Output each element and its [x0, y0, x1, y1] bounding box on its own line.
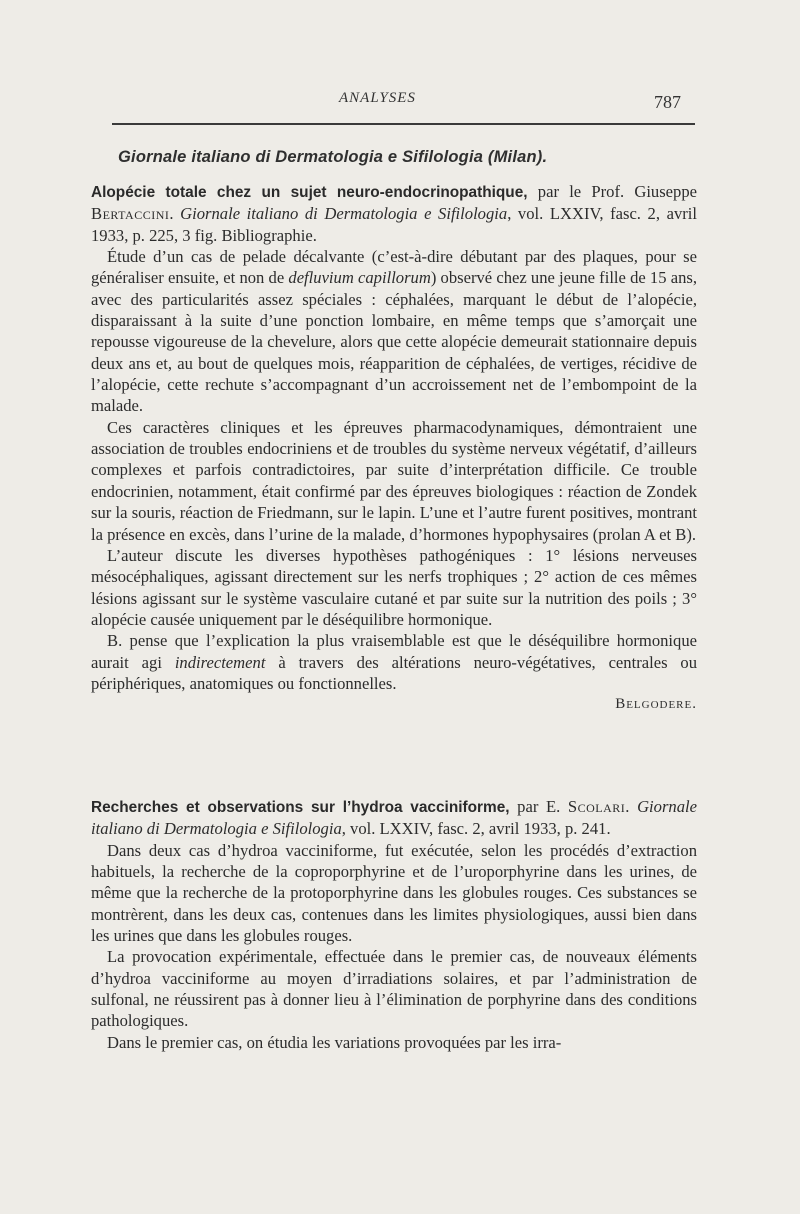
article-author: Scolari — [567, 797, 626, 816]
article-citation: , vol. LXXIV, fasc. 2, avril 1933, p. 241. — [341, 819, 611, 839]
article-by: par E. — [509, 797, 568, 816]
article-journal: Giornale italiano di Dermatologia e Sifilologia — [180, 204, 508, 224]
reviewer-signature: Belgodere. — [615, 696, 697, 713]
article-hydroa — [91, 796, 697, 1053]
journal-section-title: Giornale italiano di Dermatologia e Sifilologia (Milan). — [118, 148, 548, 166]
paragraph-text: ) observé chez une jeune fille de 15 ans, avec des particularités assez spéciales : céphalées, marquant le début de l’alopécie, disparaissant à la suite d’une ponction lombaire, en même temps que s’amorçait une repousse vigoureuse de la chevelure, alors que cette alopécie demeurait stationnaire depuis deux ans et, au bout de quelques mois, réapparition de céphalées, de vertiges, récidive de l’alopécie, cette rechute s’accompagnant d’un accroissement net de l’embompoint de la malade. — [91, 268, 697, 416]
article-alopecie — [91, 181, 697, 716]
article-heading — [91, 796, 697, 840]
article-author: Bertaccini — [91, 204, 170, 224]
running-head: ANALYSES — [339, 90, 416, 106]
article-title: Alopécie totale chez un sujet neuro-endocrinopathique, — [91, 184, 528, 201]
article-journal: Giornale italiano di Dermatologia e Sifilologia — [91, 797, 697, 839]
paragraph: La provocation expérimentale, effectuée dans le premier cas, de nouveaux éléments d’hydroa vacciniforme au moyen d’irradiations solaires, et par l’administration de sulfonal, ne réussirent pas à donner lieu à l’élimination de porphyrine dans des conditions pathologiques. — [91, 947, 697, 1031]
paragraph: L’auteur discute les diverses hypothèses pathogéniques : 1° lésions nerveuses mésocéphaliques, agissant directement sur les nerfs trophiques ; 2° action de ces mêmes lésions agissant sur le système vasculaire cutané et par suite sur la nutrition des poils ; 3° alopécie causée uniquement par le déséquilibre hormonique. — [91, 545, 697, 629]
paragraph: Dans le premier cas, on étudia les variations provoquées par les irra- — [107, 1032, 562, 1052]
article-citation: , vol. LXXIV, fasc. 2, avril 1933, p. 225, 3 fig. Bibliographie. — [91, 204, 697, 245]
article-by: par le Prof. Giuseppe — [527, 182, 698, 201]
paragraph-italic: indirectement — [174, 652, 266, 672]
article-author-punct: . — [625, 797, 630, 816]
paragraph-italic: defluvium capillorum — [288, 268, 431, 288]
page-number: 787 — [654, 92, 681, 112]
article-title: Recherches et observations sur l’hydroa vacciniforme, — [91, 799, 510, 816]
paragraph-text: Étude d’un cas de pelade décalvante (c’est-à-dire débutant par des plaques, pour se généraliser ensuite, et non de — [91, 247, 697, 288]
paragraph — [91, 246, 697, 417]
article-heading — [91, 181, 697, 246]
header-rule — [112, 123, 695, 125]
paragraph — [91, 630, 697, 694]
paragraph: Ces caractères cliniques et les épreuves pharmacodynamiques, démontraient une association de troubles endocriniens et de troubles du système nerveux végétatif, d’ailleurs complexes et parfois contradictoires, par suite d’interprétation difficile. Ce trouble endocrinien, notamment, était confirmé par des épreuves biologiques : réaction de Zondek sur la souris, réaction de Friedmann, sur le lapin. L’une et l’autre furent positives, montrant la présence en excès, dans l’urine de la malade, d’hormones hypophysaires (prolan A et B). — [91, 417, 697, 544]
paragraph-text: à travers des altérations neuro-végétatives, centrales ou périphériques, anatomiques ou fonctionnelles. — [91, 652, 698, 693]
paragraph: Dans deux cas d’hydroa vacciniforme, fut exécutée, selon les procédés d’extraction habituels, la recherche de la coproporphyrine et de l’uroporphyrine dans les urines, de même que la recherche de la protoporphyrine dans les globules rouges. Ces substances se montrèrent, dans les deux cas, contenues dans les limites physiologiques, aussi bien dans les urines que dans les globules rouges. — [91, 840, 697, 946]
paragraph-text: B. pense que l’explication la plus vraisemblable est que le déséquilibre hormonique aurait agi — [91, 631, 697, 672]
article-author-punct: . — [169, 204, 181, 224]
